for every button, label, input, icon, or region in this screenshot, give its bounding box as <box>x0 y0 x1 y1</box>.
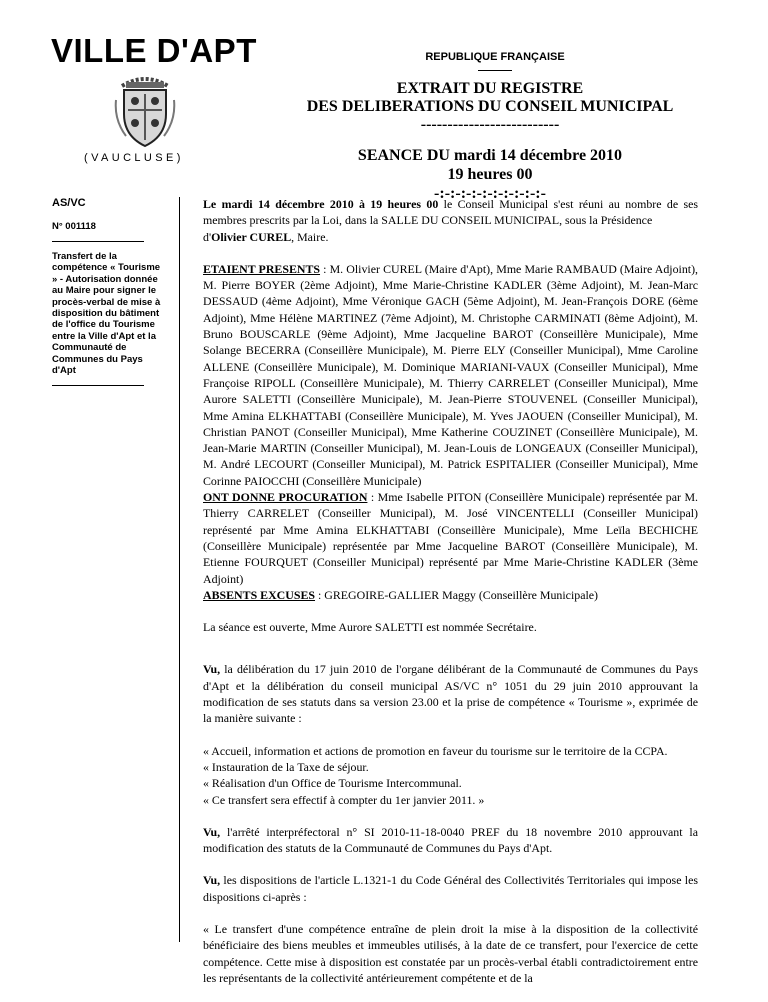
vu-3-label: Vu, <box>203 873 221 888</box>
deliberation-body <box>203 196 698 1002</box>
intro-president: Olivier CUREL <box>211 229 292 244</box>
sidebar-code: AS/VC <box>52 197 86 209</box>
column-divider <box>179 197 180 942</box>
seance-open-paragraph: La séance est ouverte, Mme Aurore SALETTI est nommée Secrétaire. <box>203 620 537 635</box>
intro-date: Le mardi 14 décembre 2010 à 19 heures 00 <box>203 197 439 211</box>
vu-3-text: les dispositions de l'article L.1321-1 du Code Général des Collectivités Territoriales qui impose les dispositions ci-après : <box>203 873 698 904</box>
vu-2-label: Vu, <box>203 824 221 839</box>
title-line-1: EXTRAIT DU REGISTRE <box>396 80 584 97</box>
quote-line-4: « Ce transfert sera effectif à compter du 1er janvier 2011. » <box>203 792 485 807</box>
intro-text: le Conseil Municipal s'est réuni au nombre de ses membres prescrits par la Loi, dans la SALLE DU CONSEIL MUNICIPAL, sous la Présidence <box>203 197 698 228</box>
present-paragraph <box>203 261 698 489</box>
title-rule: -------------------------- <box>420 116 560 133</box>
vu-2-text: l'arrêté interpréfectoral n° SI 2010-11-18-0040 PREF du 18 novembre 2010 approuvant la modification des statuts de la Communauté de Communes du Pays d'Apt. <box>203 824 698 856</box>
intro-paragraph <box>203 196 698 245</box>
procuration-label: ONT DONNE PROCURATION <box>203 490 368 505</box>
vu-3-paragraph <box>203 872 698 905</box>
quote-line-3: « Réalisation d'un Office de Tourisme Intercommunal. <box>203 776 462 791</box>
quote-line-1: « Accueil, information et actions de promotion en faveur du tourisme sur le territoire de la CCPA. <box>203 743 668 758</box>
absents-label: ABSENTS EXCUSES <box>203 587 316 602</box>
vu-1-paragraph <box>203 661 698 726</box>
deliberation-subject: Transfert de la compétence « Tourisme » - Autorisation donnée au Maire pour signer le procès-verbal de mise à disposition du bâtiment de l'office du Tourisme entre la Ville d'Apt et la Communauté de Communes du Pays d'Apt <box>52 251 161 377</box>
republic-rule <box>478 70 512 71</box>
city-coat-of-arms-icon <box>112 70 178 150</box>
procuration-paragraph <box>203 489 698 587</box>
city-name: VILLE D'APT <box>51 32 257 69</box>
absents-paragraph <box>203 587 698 603</box>
absents-list: : GREGOIRE-GALLIER Maggy (Conseillère Municipale) <box>315 587 599 602</box>
sidebar <box>52 197 162 395</box>
sidebar-divider <box>52 241 144 242</box>
present-label: ETAIENT PRESENTS <box>203 261 321 276</box>
republic-label: REPUBLIQUE FRANÇAISE <box>425 51 565 63</box>
competence-quote <box>203 743 698 808</box>
title-line-2: DES DELIBERATIONS DU CONSEIL MUNICIPAL <box>306 98 674 115</box>
intro-president-suffix: , Maire. <box>291 229 329 244</box>
department-name: (VAUCLUSE) <box>84 152 184 164</box>
seance-time: 19 heures 00 <box>447 166 533 183</box>
article-quote: « Le transfert d'une compétence entraîne de plein droit la mise à la disposition de la collectivité bénéficiaire des biens meubles et immeubles utilisés, à la date de ce transfert, pour l'exercice de cette compétence. Cette mise à disposition est constatée par un procès-verbal établi contradictoirement entre les représentants de la collectivité antérieurement compétente et de la <box>203 921 698 985</box>
seance-date: SEANCE DU mardi 14 décembre 2010 <box>357 147 623 164</box>
vu-2-paragraph <box>203 824 698 857</box>
seance-heading <box>290 146 690 203</box>
present-list: : M. Olivier CUREL (Maire d'Apt), Mme Marie RAMBAUD (Maire Adjoint), M. Pierre BOYER (2ème Adjoint), Mme Marie-Christine KADLER (3ème Adjoint), M. Jean-Marc DESSAUD (4ème Adjoint), Mme Véronique GACH (5ème Adjoint), M. Jean-François DORE (6ème Adjoint), Mme Hélène MARTINEZ (7ème Adjoint), M. Christophe CARMINATI (8ème Adjoint), M. Bruno BOUSCARLE (9ème Adjoint), Mme Jacqueline BAROT (Conseillère Municipale), Mme Solange BECERRA (Conseillère Municipale), M. Pierre ELY (Conseiller Municipal), Mme Caroline ALLENE (Conseillère Municipale), M. Dominique MARIANI-VAUX (Conseiller Municipal), Mme Françoise RIPOLL (Conseillère Municipale), M. Thierry CARRELET (Conseiller Municipal), Mme Aurore SALETTI (Conseillère Municipale), M. Jean-Pierre STOUVENEL (Conseiller Municipal), Mme Amina ELKHATTABI (Conseillère Municipale), M. Yves JAOUEN (Conseiller Municipal), M. Christian PANOT (Conseiller Municipal), Mme Katherine COUZINET (Conseillère Municipale), M. Jean-Marie MARTIN (Conseiller Municipal), M. Jean-Louis de LONGEAUX (Conseiller Municipal), M. André LECOURT (Conseiller Municipal), M. Patrick ESPITALIER (Conseiller Municipal), Mme Corinne PAIOCCHI (Conseillère Municipale) <box>203 261 699 488</box>
seance-rule: -:-:-:-:-:-:-:-:-:-:- <box>434 185 546 202</box>
document-title <box>290 80 690 134</box>
quote-line-2: « Instauration de la Taxe de séjour. <box>203 759 369 774</box>
vu-1-label: Vu, <box>203 662 221 677</box>
intro-president-prefix: d' <box>203 229 212 244</box>
sidebar-divider-bottom <box>52 385 144 386</box>
deliberation-number: N° 001118 <box>52 221 96 232</box>
procuration-list: : Mme Isabelle PITON (Conseillère Municipale) représentée par M. Thierry CARRELET (Conseiller Municipal), M. José VINCENTELLI (Conseiller Municipal) représenté par Mme Amina ELKHATTABI (Conseillère Municipale), Mme Leïla BECHICHE (Conseillère Municipale) représentée par Mme Jacqueline BAROT (Conseillère Municipale), M. Etienne FOURQUET (Conseiller Municipal) représenté par Mme Marie-Christine KADLER (3ème Adjoint) <box>203 490 698 586</box>
vu-1-text: la délibération du 17 juin 2010 de l'organe délibérant de la Communauté de Communes du Pays d'Apt et la délibération du conseil municipal AS/VC n° 1051 du 29 juin 2010 approuvant la modification de ses statuts dans sa version 23.00 et la prise de compétence « Tourisme », exprimée de la manière suivante : <box>203 662 698 726</box>
